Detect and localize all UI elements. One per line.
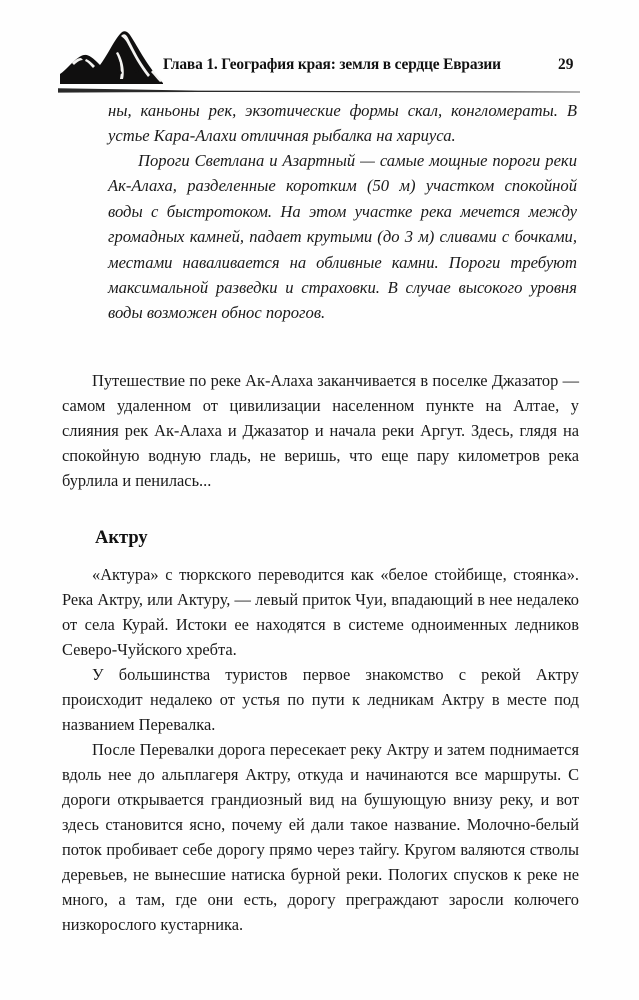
page-number: 29 [558,56,574,73]
section-heading-aktru: Актру [95,528,148,548]
mountain-woodcut-icon [60,30,164,86]
paragraph-italic-continuation: ны, каньоны рек, экзотические формы скал, конгломераты. В устье Кара-Алахи отличная рыбалка на хариуса. [108,101,577,146]
paragraph-perevalka: У большинства туристов первое знакомство с рекой Актру происходит недалеко от устья по пути к ледникам Актру в месте под названием Перевалка. [62,665,579,734]
header-divider [58,88,580,94]
page-title: Глава 1. География края: земля в сердце Евразии [163,56,501,73]
paragraph-road-description: После Перевалки дорога пересекает реку Актру и затем поднимается вдоль нее до альплагеря Актру, откуда и начинаются все маршруты. С дороги открывается грандиозный вид на бушующую внизу реку, и вот здесь становится ясно, почему ей дали такое название. Молочно-белый поток пробивает себе дорогу прямо через тайгу. Кругом валяются стволы деревьев, не вынесшие натиска бурной реки. Пологих спусков к реке не много, а там, где они есть, дорогу преграждают заросли колючего низкорослого кустарника. [62,740,579,934]
paragraph-ak-alakha-journey: Путешествие по реке Ак-Алаха заканчивается в поселке Джазатор — самом удаленном от цивилизации населенном пункте на Алтае, у слияния рек Ак-Алаха и Джазатор и начала реки Аргут. Здесь, глядя на спокойную водную гладь, не веришь, что еще пару километров река бурлила и пенилась... [62,371,579,490]
paragraph-aktru-etymology: «Актура» с тюркского переводится как «белое стойбище, стоянка». Река Актру, или Актуру, — левый приток Чуи, впадающий в нее недалеко от села Курай. Истоки ее находятся в системе одноименных ледников Северо-Чуйского хребта. [62,565,579,659]
paragraph-italic-rapids: Пороги Светлана и Азартный — самые мощные пороги реки Ак-Алаха, разделенные коротким (50 м) участком спокойной воды с быстротоком. На этом участке река мечется между громадных камней, падает крутыми (до 3 м) сливами с бочками, местами наваливается на обливные камни. Пороги требуют максимальной разведки и страховки. В случае высокого уровня воды возможен обнос порогов. [108,151,577,323]
page-header [0,0,639,96]
